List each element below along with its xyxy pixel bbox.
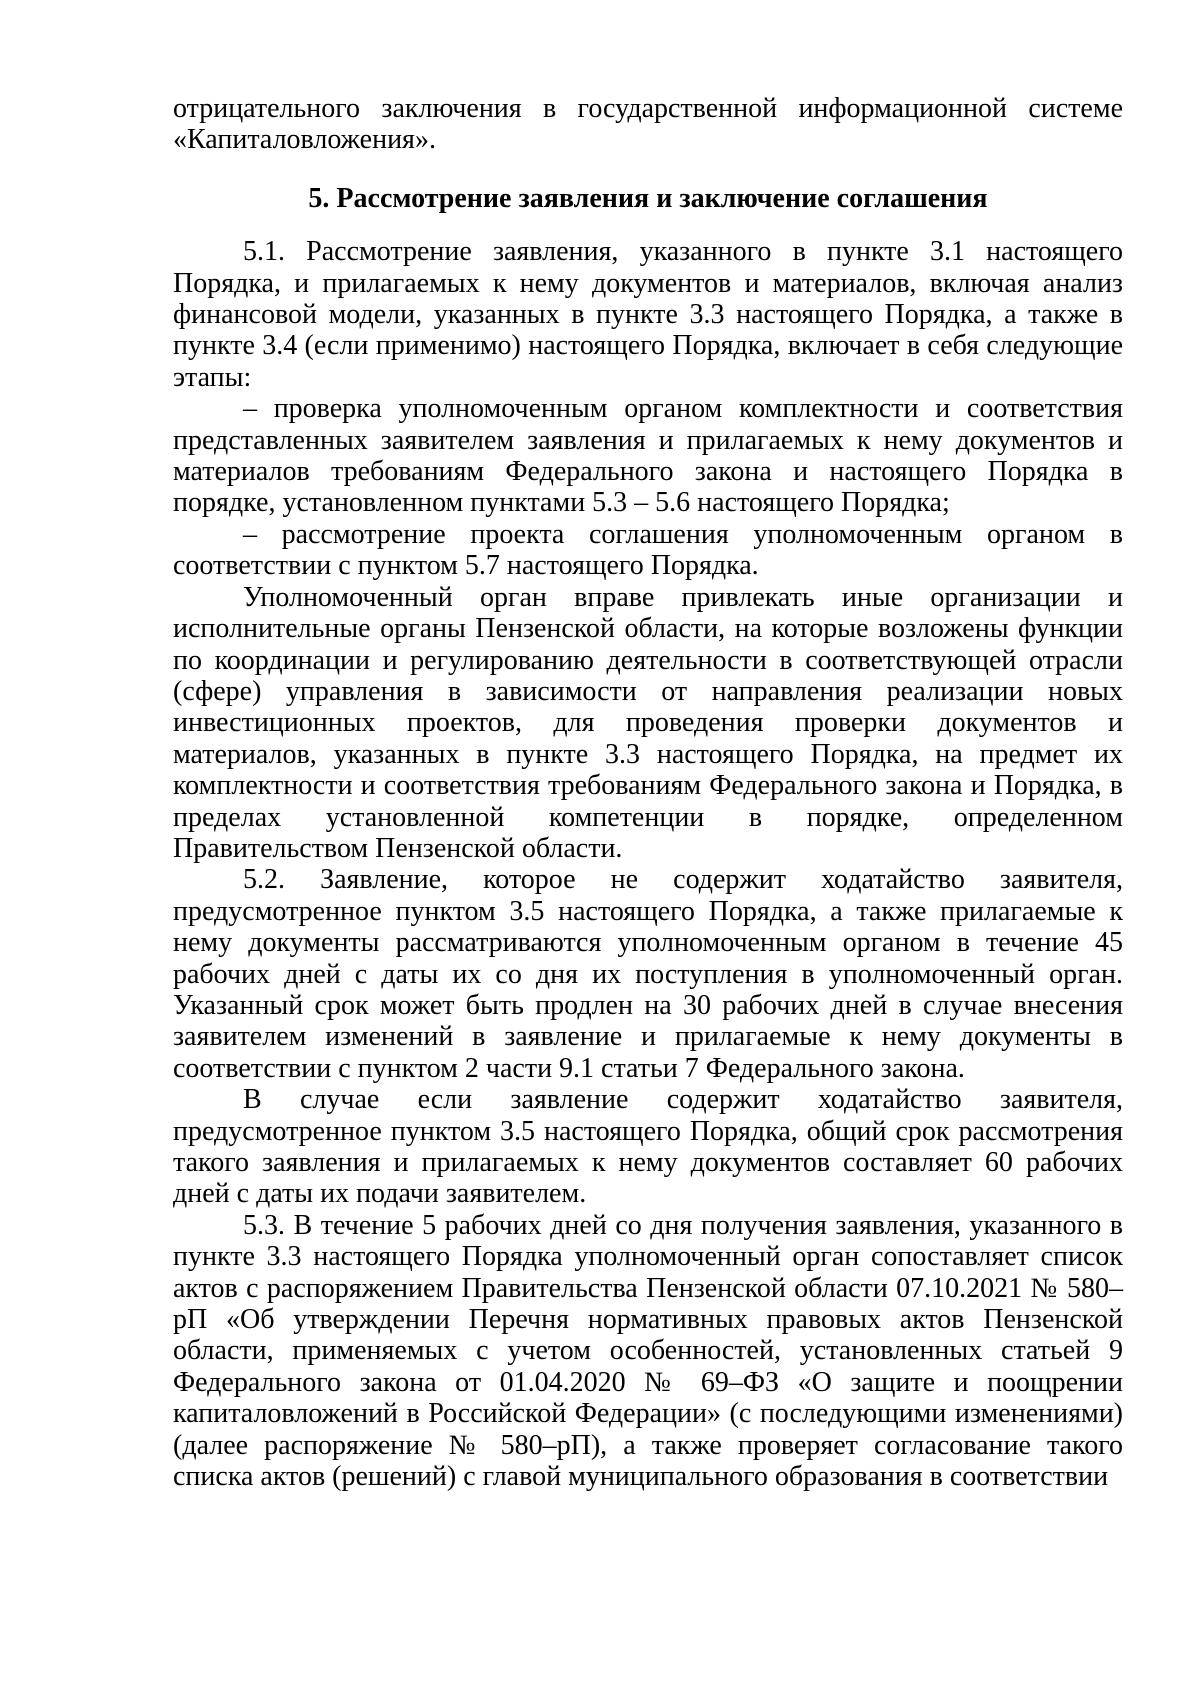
paragraph-5-1: 5.1. Рассмотрение заявления, указанного в пункте 3.1 настоящего Порядка, и прилагаемых к нему документов и материалов, включая анализ финансовой модели, указанных в пункте 3.3 настоящего Порядка, а также в пункте 3.4 (если применимо) настоящего Порядка, включает в себя следующие этапы:	[173, 236, 1123, 393]
section-heading: 5. Рассмотрение заявления и заключение соглашения	[308, 182, 988, 214]
paragraph-5-3: 5.3. В течение 5 рабочих дней со дня получения заявления, указанного в пункте 3.3 настоящего Порядка уполномоченный орган сопоставляет список актов с распоряжением Правительства Пензенской области 07.10.2021 № 580–рП «Об утверждении Перечня нормативных правовых актов Пензенской области, применяемых с учетом особенностей, установленных статьей 9 Федерального закона от 01.04.2020 № 69–ФЗ «О защите и поощрении капиталовложений в Российской Федерации» (с последующими изменениями) (далее распоряжение № 580–рП), а также проверяет согласование такого списка актов (решений) с главой муниципального образования в соответствии	[173, 1209, 1123, 1493]
paragraph-petition: В случае если заявление содержит ходатайство заявителя, предусмотренное пунктом 3.5 настоящего Порядка, общий срок рассмотрения такого заявления и прилагаемых к нему документов составляет 60 рабочих дней с даты их подачи заявителем.	[173, 1084, 1123, 1210]
document-page	[173, 93, 1123, 1492]
paragraph-5-2: 5.2. Заявление, которое не содержит ходатайство заявителя, предусмотренное пунктом 3.5 настоящего Порядка, а также прилагаемые к нему документы рассматриваются уполномоченным органом в течение 45 рабочих дней с даты их со дня их поступления в уполномоченный орган. Указанный срок может быть продлен на 30 рабочих дней в случае внесения заявителем изменений в заявление и прилагаемые к нему документы в соответствии с пунктом 2 части 9.1 статьи 7 Федерального закона.	[173, 864, 1123, 1084]
intro-paragraph: отрицательного заключения в государственной информационной системе «Капиталовложения».	[173, 93, 1123, 156]
list-item-review: – рассмотрение проекта соглашения уполномоченным органом в соответствии с пунктом 5.7 настоящего Порядка.	[173, 518, 1123, 582]
list-item-check: – проверка уполномоченным органом комплектности и соответствия представленных заявителем заявления и прилагаемых к нему документов и материалов требованиям Федерального закона и настоящего Порядка в порядке, установленном пунктами 5.3 – 5.6 настоящего Порядка;	[173, 393, 1123, 519]
paragraph-authority: Уполномоченный орган вправе привлекать иные организации и исполнительные органы Пензенской области, на которые возложены функции по координации и регулированию деятельности в соответствующей отрасли (сфере) управления в зависимости от направления реализации новых инвестиционных проектов, для проведения проверки документов и материалов, указанных в пункте 3.3 настоящего Порядка, на предмет их комплектности и соответствия требованиям Федерального закона и Порядка, в пределах установленной компетенции в порядке, определенном Правительством Пензенской области.	[173, 581, 1123, 864]
